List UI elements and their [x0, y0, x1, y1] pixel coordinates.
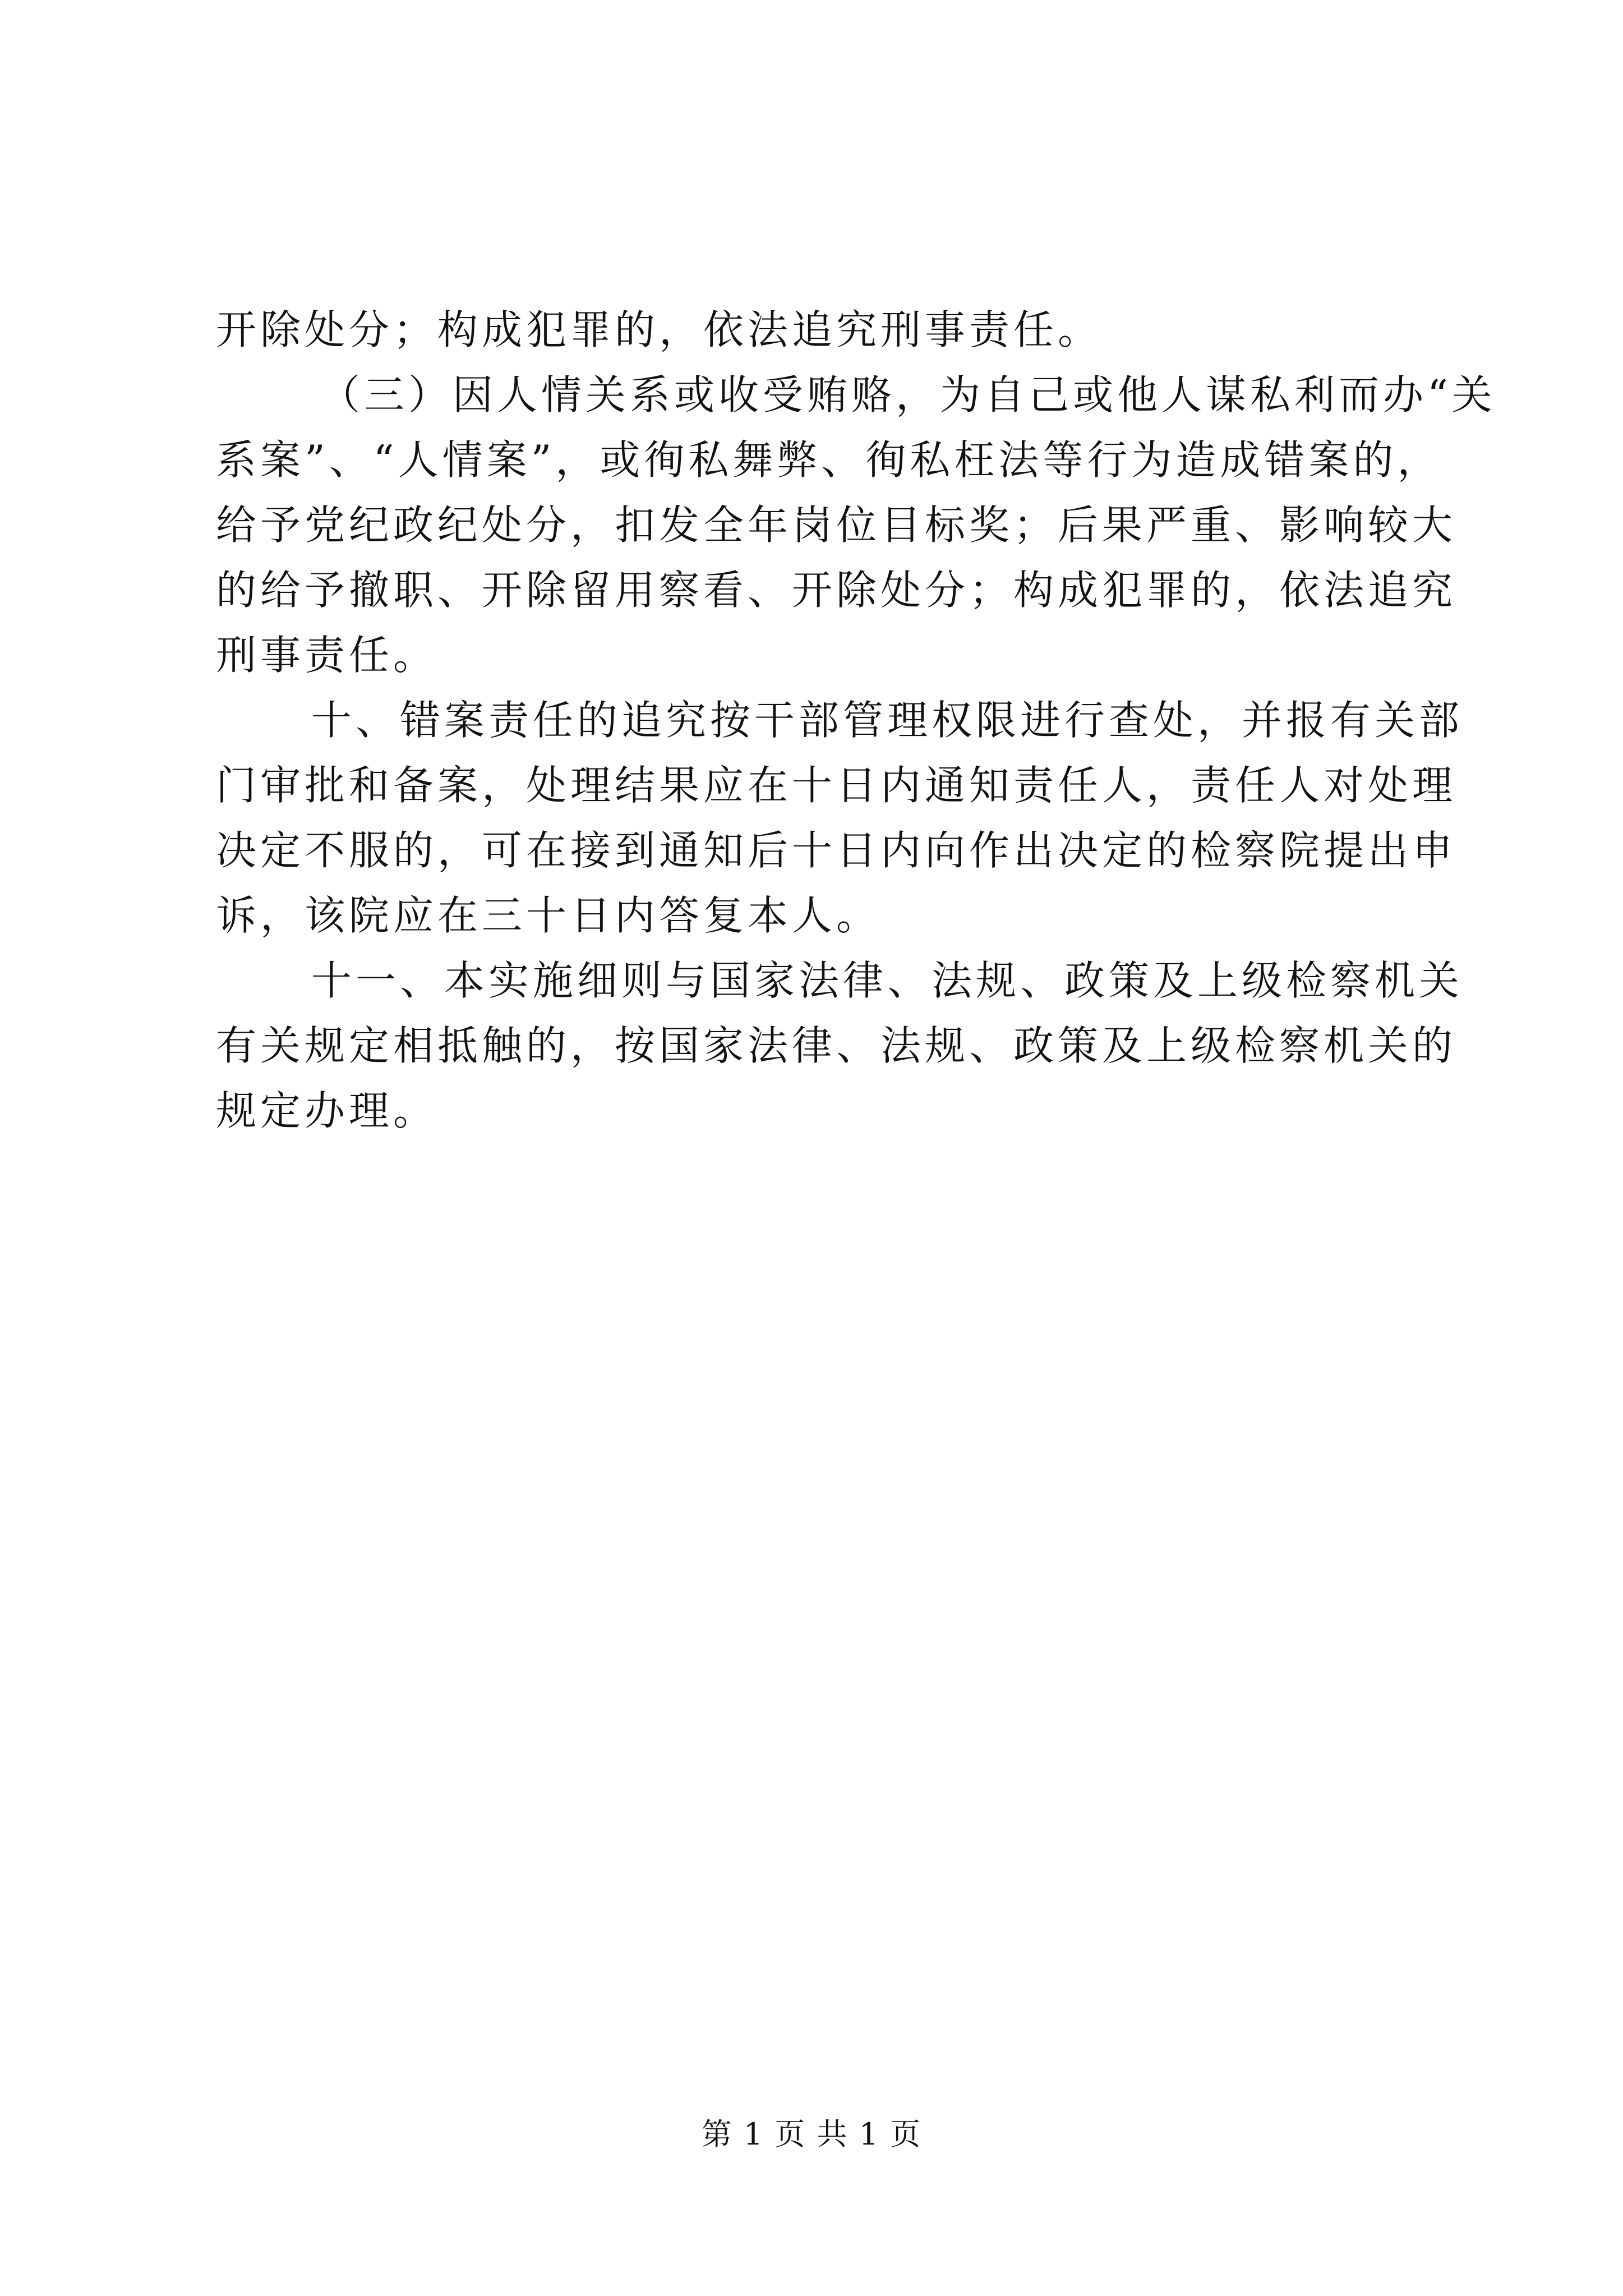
- text-line: 开除处分；构成犯罪的，依法追究刑事责任。: [216, 306, 1103, 353]
- paragraph-start-line: （三）因人情关系或收受贿赂，为自己或他人谋私利而办“关: [320, 371, 1496, 418]
- text-line: 有关规定相抵触的，按国家法律、法规、政策及上级检察机关的: [216, 1022, 1457, 1069]
- page-footer: 第 1 页 共 1 页: [701, 2116, 922, 2152]
- text-line: 系案”、“人情案”，或徇私舞弊、徇私枉法等行为造成错案的，: [216, 436, 1442, 484]
- text-line: 门审批和备案，处理结果应在十日内通知责任人，责任人对处理: [216, 762, 1457, 809]
- text-line: 的给予撤职、开除留用察看、开除处分；构成犯罪的，依法追究: [216, 567, 1457, 614]
- text-line: 刑事责任。: [216, 632, 438, 679]
- text-line: 诉，该院应在三十日内答复本人。: [216, 892, 881, 939]
- document-body: [216, 297, 1496, 1143]
- text-line: 给予党纪政纪处分，扣发全年岗位目标奖；后果严重、影响较大: [216, 501, 1457, 549]
- text-line: 规定办理。: [216, 1087, 438, 1134]
- paragraph-start-line: 十、错案责任的追究按干部管理权限进行查处，并报有关部: [311, 697, 1464, 744]
- paragraph-start-line: 十一、本实施细则与国家法律、法规、政策及上级检察机关: [311, 957, 1464, 1004]
- text-line: 决定不服的，可在接到通知后十日内向作出决定的检察院提出申: [216, 827, 1457, 874]
